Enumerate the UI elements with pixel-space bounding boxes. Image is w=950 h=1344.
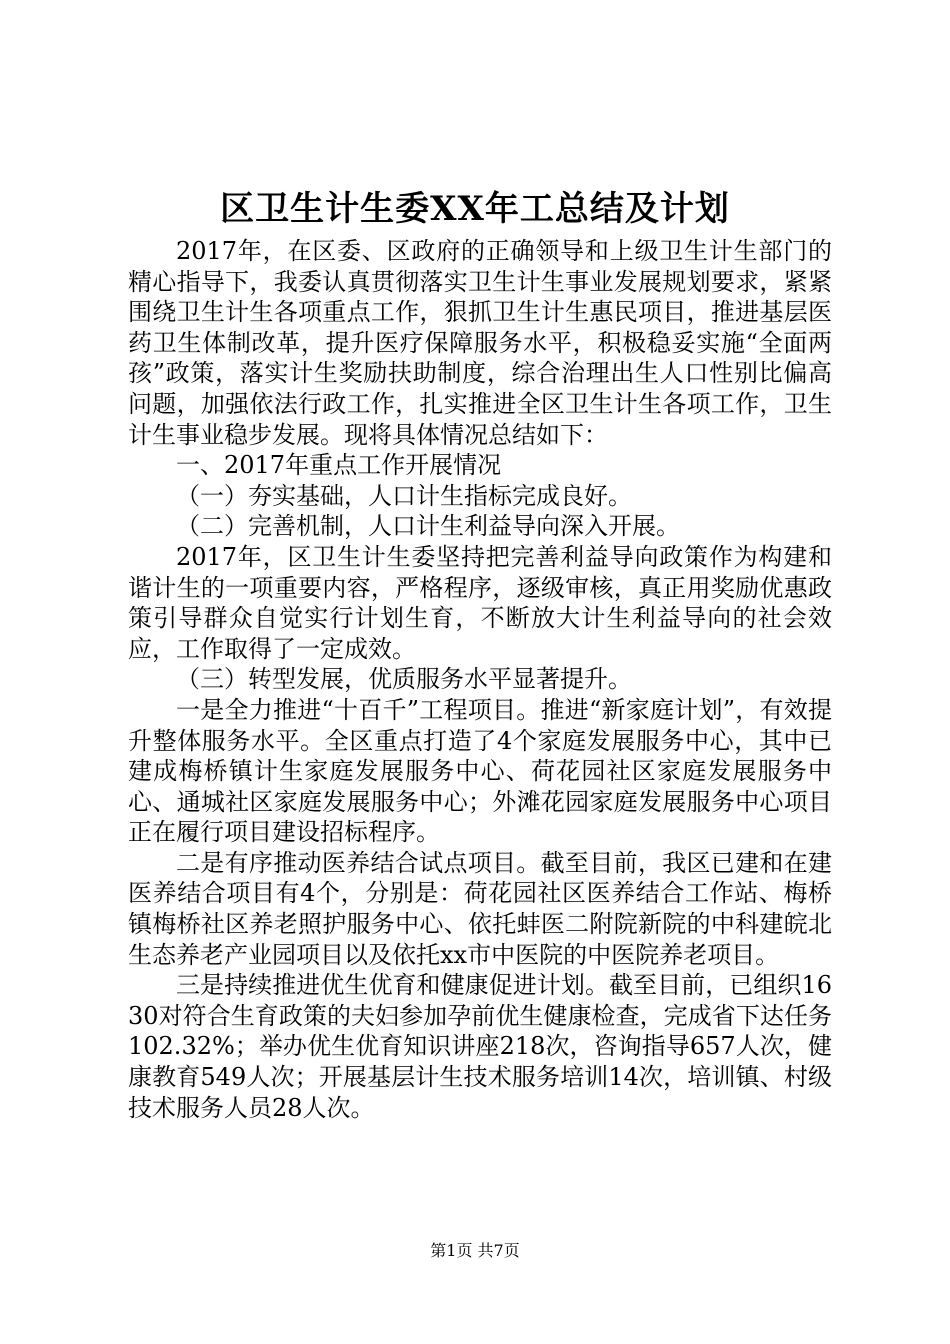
document-body xyxy=(128,236,832,1123)
paragraph-item-1: 一是全力推进“十百千”工程项目。推进“新家庭计划”，有效提升整体服务水平。全区重点打造了4个家庭发展服务中心，其中已建成梅桥镇计生家庭发展服务中心、荷花园社区家庭发展服务中心、通城社区家庭发展服务中心；外滩花园家庭发展服务中心项目正在履行项目建设招标程序。 xyxy=(128,695,832,847)
document-title: 区卫生计生委XX年工总结及计划 xyxy=(220,189,730,229)
paragraph-item-3: 三是持续推进优生优育和健康促进计划。截至目前，已组织1630对符合生育政策的夫妇参加孕前优生健康检查，完成省下达任务102.32%；举办优生优育知识讲座218次，咨询指导657人次，健康教育549人次；开展基层计生技术服务培训14次，培训镇、村级技术服务人员28人次。 xyxy=(128,971,832,1122)
section-heading-1: 一、2017年重点工作开展情况 xyxy=(176,451,502,480)
paragraph-incentive: 2017年，区卫生计生委坚持把完善利益导向政策作为构建和谐计生的一项重要内容，严格程序，逐级审核，真正用奖励优惠政策引导群众自觉实行计划生育，不断放大计生利益导向的社会效应，工作取得了一定成效。 xyxy=(128,542,832,663)
paragraph-intro: 2017年，在区委、区政府的正确领导和上级卫生计生部门的精心指导下，我委认真贯彻落实卫生计生事业发展规划要求，紧紧围绕卫生计生各项重点工作，狠抓卫生计生惠民项目，推进基层医药卫生体制改革，提升医疗保障服务水平，积极稳妥实施“全面两孩”政策，落实计生奖励扶助制度，综合治理出生人口性别比偏高问题，加强依法行政工作，扎实推进全区卫生计生各项工作，卫生计生事业稳步发展。现将具体情况总结如下： xyxy=(128,237,832,449)
paragraph-item-2: 二是有序推动医养结合试点项目。截至目前，我区已建和在建医养结合项目有4个，分别是：荷花园社区医养结合工作站、梅桥镇梅桥社区养老照护服务中心、依托蚌医二附院新院的中科建皖北生态养老产业园项目以及依托xx市中医院的中医院养老项目。 xyxy=(128,848,832,969)
subsection-heading-3: （三）转型发展，优质服务水平显著提升。 xyxy=(176,665,632,694)
page-number-footer: 第1页 共7页 xyxy=(430,1241,520,1260)
subsection-heading-2: （二）完善机制，人口计生利益导向深入开展。 xyxy=(176,512,680,541)
subsection-heading-1: （一）夯实基础，人口计生指标完成良好。 xyxy=(176,481,632,510)
